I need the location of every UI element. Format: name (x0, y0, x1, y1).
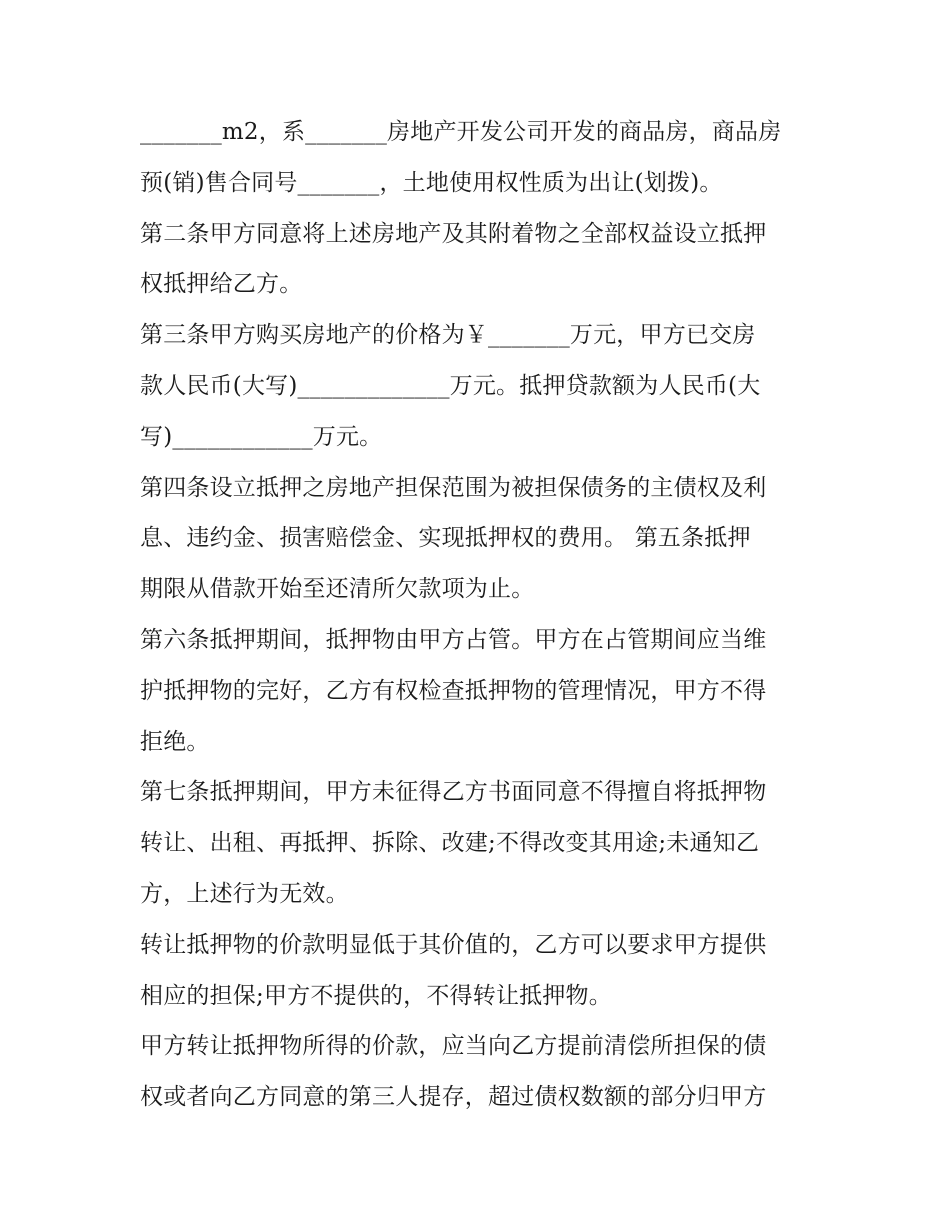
text-line: 转让、出租、再抵押、拆除、改建;不得改变其用途;未通知乙 (140, 830, 760, 857)
text-line: 期限从借款开始至还清所欠款项为止。 (140, 576, 535, 603)
text-line: 第七条抵押期间，甲方未征得乙方书面同意不得擅自将抵押物 (140, 779, 767, 806)
text-line: 第二条甲方同意将上述房地产及其附着物之全部权益设立抵押 (140, 220, 767, 247)
text-line: 第六条抵押期间，抵押物由甲方占管。甲方在占管期间应当维 (140, 626, 767, 653)
text-line: 第三条甲方购买房地产的价格为￥_______万元，甲方已交房 (140, 322, 756, 349)
text-line: 甲方转让抵押物所得的价款，应当向乙方提前清偿所担保的债 (140, 1033, 767, 1060)
document-body (140, 107, 820, 1123)
text-line: 第四条设立抵押之房地产担保范围为被担保债务的主债权及利 (140, 474, 767, 501)
text-line: 拒绝。 (140, 728, 210, 755)
text-line: 权或者向乙方同意的第三人提存，超过债权数额的部分归甲方 (140, 1084, 767, 1111)
text-line: 预(销)售合同号_______，土地使用权性质为出让(划拨)。 (140, 169, 723, 196)
text-line: 写)____________万元。 (140, 423, 383, 450)
text-line: 方，上述行为无效。 (140, 880, 349, 907)
text-line: 转让抵押物的价款明显低于其价值的，乙方可以要求甲方提供 (140, 931, 767, 958)
text-line: 息、违约金、损害赔偿金、实现抵押权的费用。 第五条抵押 (140, 525, 751, 552)
text-line: 护抵押物的完好，乙方有权检查抵押物的管理情况，甲方不得 (140, 677, 767, 704)
text-line: _______m2，系_______房地产开发公司开发的商品房，商品房 (140, 119, 782, 145)
text-line: 相应的担保;甲方不提供的，不得转让抵押物。 (140, 982, 612, 1009)
text-line: 权抵押给乙方。 (140, 271, 303, 298)
text-line: 款人民币(大写)_____________万元。抵押贷款额为人民币(大 (140, 372, 761, 399)
